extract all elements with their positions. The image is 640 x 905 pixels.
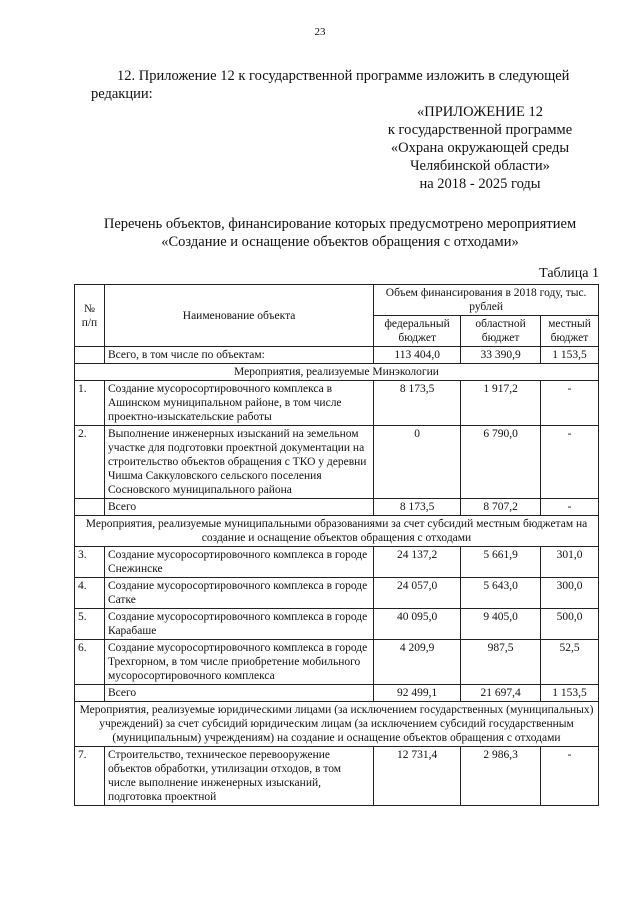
row-name: Создание мусоросортировочного комплекса в городе Карабаше [104,609,373,640]
subtotal-regional: 21 697,4 [461,685,541,702]
row-name: Создание мусоросортировочного комплекса в городе Трехгорном, в том числе приобретение мобильного мусоросортировочного комплекса [104,640,373,685]
subtotal-federal: 8 173,5 [374,499,461,516]
table-row [75,426,599,499]
row-no: 4. [75,578,105,609]
section-row [75,364,599,381]
row-no: 1. [75,381,105,426]
appendix-line5: на 2018 - 2025 годы [419,176,541,192]
row-federal: 24 137,2 [374,547,461,578]
row-regional: 9 405,0 [461,609,541,640]
header-row [75,285,599,316]
row-no: 3. [75,547,105,578]
subtotal-label: Всего [104,499,373,516]
table-row [75,609,599,640]
total-row [75,347,599,364]
appendix-line2: к государственной программе [387,122,573,138]
row-local: 52,5 [541,640,599,685]
subtotal-label: Всего [104,685,373,702]
row-local: - [541,381,599,426]
col-local-header: местный бюджет [541,316,599,347]
appendix-line4: Челябинской области» [410,158,550,174]
row-name: Строительство, техническое перевооружение объектов обработки, утилизации отходов, в том числе выполнение инженерных изысканий, подготовка проектной [104,747,373,806]
table-row [75,381,599,426]
appendix-line3: «Охрана окружающей среды [390,140,570,156]
row-no: 6. [75,640,105,685]
table-row [75,578,599,609]
row-federal: 12 731,4 [374,747,461,806]
col-funding-header: Объем финансирования в 2018 году, тыс. рублей [374,285,599,316]
row-local: 301,0 [541,547,599,578]
col-regional-header: областной бюджет [461,316,541,347]
row-federal: 8 173,5 [374,381,461,426]
row-name: Создание мусоросортировочного комплекса в городе Снежинске [104,547,373,578]
row-local: 300,0 [541,578,599,609]
appendix-line1: «ПРИЛОЖЕНИЕ 12 [417,104,543,120]
heading-line2: «Создание и оснащение объектов обращения с отходами» [161,234,519,250]
total-federal: 113 404,0 [374,347,461,364]
row-federal: 40 095,0 [374,609,461,640]
subtotal-local: - [541,499,599,516]
heading-line1: Перечень объектов, финансирование которых предусмотрено мероприятием [103,216,577,232]
table-row [75,547,599,578]
total-regional: 33 390,9 [461,347,541,364]
total-local: 1 153,5 [541,347,599,364]
page-number: 23 [314,26,326,38]
row-no: 2. [75,426,105,499]
row-name: Создание мусоросортировочного комплекса в городе Сатке [104,578,373,609]
section-row [75,516,599,547]
subtotal-row [75,685,599,702]
subtotal-regional: 8 707,2 [461,499,541,516]
section3-title: Мероприятия, реализуемые юридическими лицами (за исключением государственных (муниципальных) учреждений) за счет субсидий юридическим лицам (за исключением субсидий государственным (муниципальным) учреждениям) на создание и оснащение объектов обращения с отходами [75,702,599,747]
row-federal: 4 209,9 [374,640,461,685]
subtotal-federal: 92 499,1 [374,685,461,702]
row-no: 5. [75,609,105,640]
section2-title: Мероприятия, реализуемые муниципальными образованиями за счет субсидий местным бюджетам на создание и оснащение объектов обращения с отходами [75,516,599,547]
total-label: Всего, в том числе по объектам: [104,347,373,364]
row-regional: 2 986,3 [461,747,541,806]
row-federal: 24 057,0 [374,578,461,609]
paragraph-line1: 12. Приложение 12 к государственной программе изложить в следующей [117,68,570,84]
row-regional: 5 661,9 [461,547,541,578]
row-name: Выполнение инженерных изысканий на земельном участке для подготовки проектной документации на строительство объектов обращения с ТКО у деревни Чишма Саккуловского сельского поселения Сосновского муниципального района [104,426,373,499]
subtotal-row [75,499,599,516]
table-row [75,747,599,806]
col-name-header: Наименование объекта [104,285,373,347]
section-row [75,702,599,747]
appendix-header [360,103,600,193]
row-name: Создание мусоросортировочного комплекса в Ашинском муниципальном районе, в том числе проектно-изыскательские работы [104,381,373,426]
row-regional: 987,5 [461,640,541,685]
row-local: 500,0 [541,609,599,640]
row-regional: 5 643,0 [461,578,541,609]
col-no-header: № п/п [75,285,105,347]
row-no: 7. [75,747,105,806]
col-federal-header: федеральный бюджет [374,316,461,347]
table-caption: Таблица 1 [539,266,599,281]
table-row [75,640,599,685]
paragraph-line2: редакции: [91,86,153,102]
row-regional: 6 790,0 [461,426,541,499]
subtotal-local: 1 153,5 [541,685,599,702]
row-regional: 1 917,2 [461,381,541,426]
row-federal: 0 [374,426,461,499]
section1-title: Мероприятия, реализуемые Минэкологии [75,364,599,381]
row-local: - [541,426,599,499]
funding-table [74,284,599,806]
row-local: - [541,747,599,806]
list-heading [60,215,620,251]
